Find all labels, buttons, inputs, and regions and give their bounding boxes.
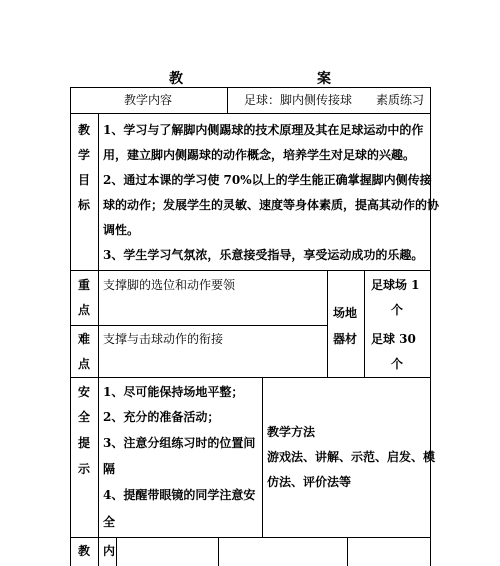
table-border bbox=[430, 87, 431, 566]
methods-label: 教学方法 bbox=[267, 425, 316, 439]
difficulties-text: 支撑与击球动作的衔接 bbox=[103, 332, 224, 346]
table-border bbox=[70, 325, 327, 326]
table-border bbox=[262, 377, 263, 537]
page-title: 教 案 bbox=[169, 71, 391, 87]
content-label: 教学内容 bbox=[124, 93, 173, 107]
table-border bbox=[70, 87, 431, 88]
table-border bbox=[98, 113, 99, 566]
table-border bbox=[327, 270, 328, 377]
table-border bbox=[70, 270, 431, 271]
key-points-text: 支撑脚的选位和动作要领 bbox=[103, 278, 236, 292]
bottom-row-label: 教 bbox=[78, 544, 91, 558]
table-border bbox=[218, 537, 219, 566]
table-border bbox=[70, 113, 431, 114]
table-border bbox=[70, 87, 71, 566]
table-border bbox=[70, 377, 431, 378]
bottom-row-content: 内 bbox=[103, 544, 116, 558]
table-border bbox=[116, 537, 117, 566]
table-border bbox=[70, 537, 431, 538]
table-border bbox=[347, 537, 348, 566]
lesson-topic: 足球：脚内侧传接球 素质练习 bbox=[244, 93, 425, 107]
table-border bbox=[364, 270, 365, 377]
table-border bbox=[227, 87, 228, 113]
